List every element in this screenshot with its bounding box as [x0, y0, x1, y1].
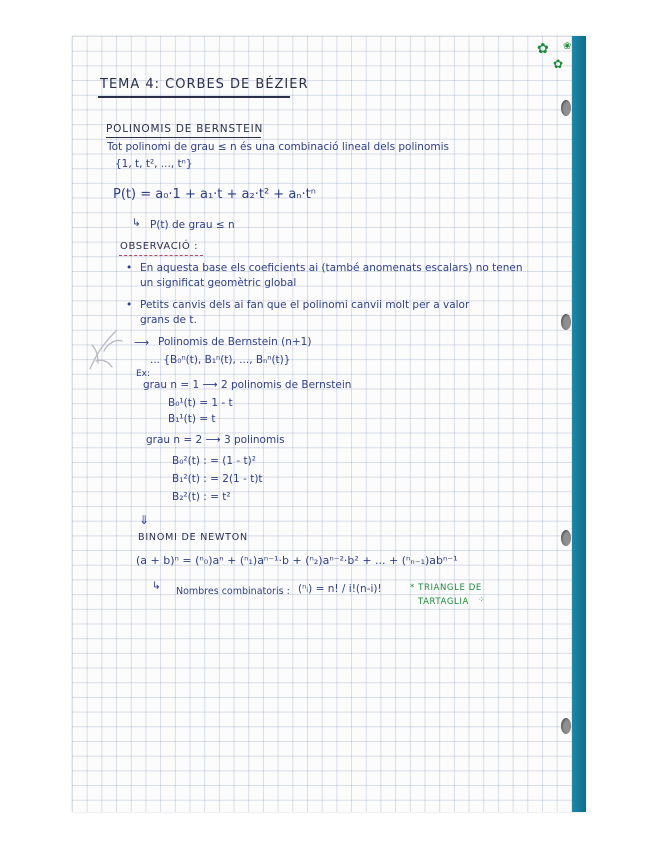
intro-line: Tot polinomi de grau ≤ n és una combinació lineal dels polinomis — [107, 141, 449, 153]
binomi-heading: BINOMI DE NEWTON — [138, 532, 248, 543]
basis-set: {1, t, t², ..., tⁿ} — [115, 158, 193, 170]
polynomial-note: P(t) de grau ≤ n — [150, 219, 235, 231]
binder-hole-2 — [561, 314, 571, 330]
polynomial-equation: P(t) = a₀·1 + a₁·t + a₂·t² + aₙ·tⁿ — [113, 187, 316, 202]
observacio-label: OBSERVACIÓ : — [120, 241, 199, 252]
triangle-dots-icon: ⁘ — [478, 595, 486, 604]
flower-doodle-icon-3: ❀ — [563, 41, 572, 52]
grau2-line: grau n = 2 ⟶ 3 polinomis — [146, 434, 285, 446]
flower-doodle-icon-2: ✿ — [553, 57, 564, 71]
combinatoris-label: Nombres combinatoris : — [176, 586, 290, 597]
section-heading: POLINOMIS DE BERNSTEIN — [106, 123, 264, 135]
bullet-dot-1: • — [126, 262, 133, 274]
binder-hole-4 — [561, 718, 571, 734]
bullet-1-line-2: un significat geomètric global — [140, 277, 297, 289]
bullet-dot-2: • — [126, 299, 133, 311]
b02-formula: B₀²(t) : = (1 - t)² — [172, 455, 256, 467]
title-underline — [98, 96, 290, 98]
grau1-line: grau n = 1 ⟶ 2 polinomis de Bernstein — [143, 379, 352, 391]
bullet-2-line-2: grans de t. — [140, 314, 197, 326]
arrow-icon: ↳ — [132, 217, 141, 229]
binomi-equation: (a + b)ⁿ = (ⁿ₀)aⁿ + (ⁿ₁)aⁿ⁻¹·b + (ⁿ₂)aⁿ⁻²·b² + ... + (ⁿₙ₋₁)abⁿ⁻¹ — [136, 554, 458, 567]
observacio-underline — [119, 255, 203, 257]
long-arrow-icon: ⟶ — [134, 337, 150, 349]
binder-hole-3 — [561, 530, 571, 546]
bullet-2-line-1: Petits canvis dels ai fan que el polinomi canvii molt per a valor — [140, 299, 470, 311]
combinatoris-equation: (ⁿᵢ) = n! / i!(n-i)! — [298, 583, 382, 595]
corner-arrow-icon: ↳ — [152, 580, 161, 592]
binder-hole-1 — [561, 100, 571, 116]
b12-formula: B₁²(t) : = 2(1 - t)t — [172, 473, 263, 485]
bullet-1-line-1: En aquesta base els coeficients ai (també anomenats escalars) no tenen — [140, 262, 523, 274]
bernstein-line: Polinomis de Bernstein (n+1) — [158, 336, 312, 348]
b22-formula: B₂²(t) : = t² — [172, 491, 231, 503]
b01-formula: B₀¹(t) = 1 - t — [168, 397, 233, 409]
section-underline — [106, 137, 261, 138]
b11-formula: B₁¹(t) = t — [168, 413, 216, 425]
bird-doodle-icon — [86, 325, 126, 375]
triangle-note-line-1: * TRIANGLE DE — [410, 583, 482, 593]
bernstein-set: ... {B₀ⁿ(t), B₁ⁿ(t), ..., Bₙⁿ(t)} — [150, 354, 291, 366]
page-title: TEMA 4: CORBES DE BÉZIER — [100, 77, 309, 92]
implies-arrow-icon: ⇓ — [139, 513, 150, 527]
notebook-spine — [572, 36, 586, 812]
example-label: Ex: — [136, 369, 151, 379]
flower-doodle-icon: ✿ — [537, 41, 549, 57]
triangle-note-line-2: TARTAGLIA — [418, 597, 469, 607]
